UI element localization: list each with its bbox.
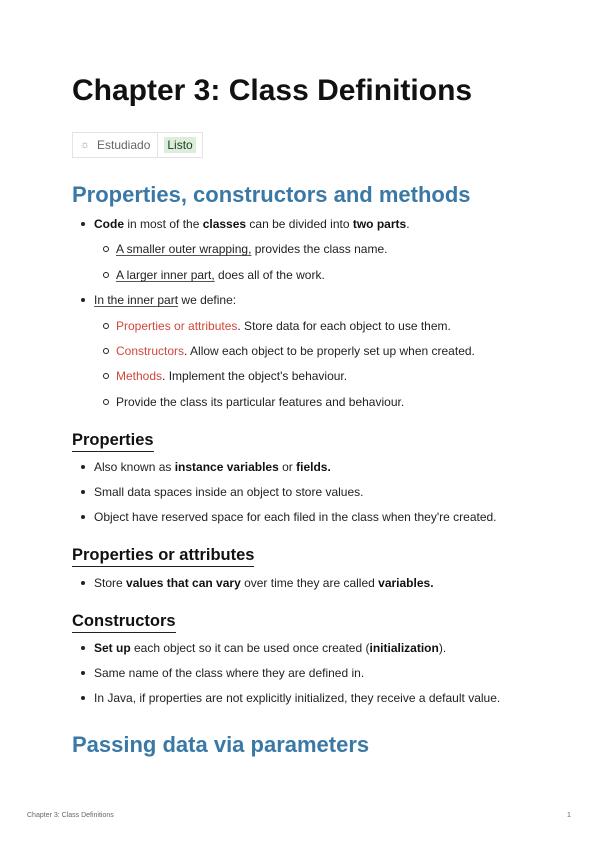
list-item: A larger inner part, does all of the work. <box>116 268 325 282</box>
status-tag: Listo <box>164 137 195 153</box>
status-loader-icon: ☼ <box>80 138 91 151</box>
list-item: Set up each object so it can be used once created (initialization). <box>94 641 447 655</box>
list-item: In the inner part we define: <box>94 293 237 307</box>
page-title: Chapter 3: Class Definitions <box>72 74 473 107</box>
footer-page-number: 1 <box>567 812 571 819</box>
section-heading-passing-data: Passing data via parameters <box>72 732 370 757</box>
list-item: Object have reserved space for each filed in the class when they're created. <box>94 510 497 524</box>
footer-document-title: Chapter 3: Class Definitions <box>27 812 114 819</box>
property-name-label: Estudiado <box>97 138 151 152</box>
list-item: Code in most of the classes can be divided into two parts. <box>94 217 410 231</box>
list-item: Store values that can vary over time they are called variables. <box>94 576 434 590</box>
list-item: A smaller outer wrapping, provides the class name. <box>116 242 388 256</box>
list-item: Constructors. Allow each object to be properly set up when created. <box>116 344 475 358</box>
list-item: In Java, if properties are not explicitly initialized, they receive a default value. <box>94 691 501 705</box>
list-item: Also known as instance variables or fields. <box>94 460 331 474</box>
list-item: Same name of the class where they are defined in. <box>94 666 365 680</box>
list-item: Properties or attributes. Store data for each object to use them. <box>116 319 451 333</box>
property-value[interactable] <box>158 133 201 157</box>
list-item: Provide the class its particular features and behaviour. <box>116 395 405 409</box>
list-item: Small data spaces inside an object to store values. <box>94 485 364 499</box>
list-item: Methods. Implement the object's behaviour. <box>116 369 348 383</box>
section-heading-constructors: Constructors <box>72 611 176 633</box>
section-heading-properties-or-attributes: Properties or attributes <box>72 545 254 567</box>
property-name <box>73 133 158 157</box>
property-row <box>72 132 203 158</box>
section-heading-properties: Properties <box>72 430 154 452</box>
section-heading-properties-constructors-methods: Properties, constructors and methods <box>72 182 471 207</box>
